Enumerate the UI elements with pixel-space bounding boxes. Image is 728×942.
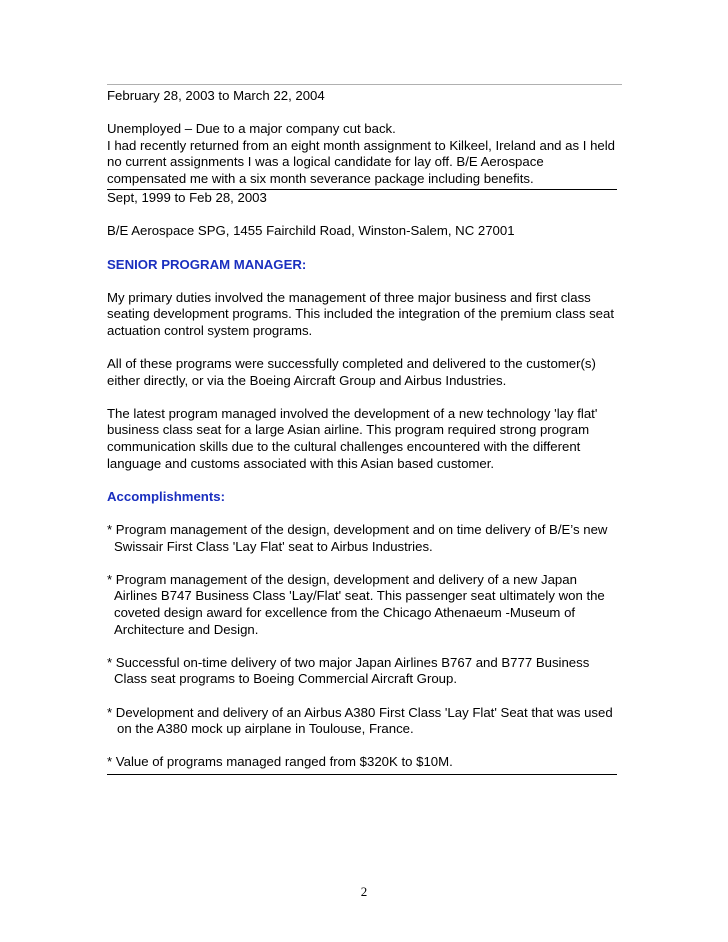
duties-paragraph: [107, 290, 622, 340]
accomplishment-line: * Development and delivery of an Airbus A380 First Class 'Lay Flat' Seat that was used: [107, 704, 613, 720]
paragraph-line: My primary duties involved the management of three major business and first class: [107, 289, 591, 305]
spacer: [107, 738, 622, 755]
spacer: [107, 638, 622, 655]
spacer: [107, 688, 622, 705]
paragraph-line: business class seat for a large Asian airline. This program required strong program: [107, 422, 590, 438]
accomplishment-line: Class seat programs to Boeing Commercial Aircraft Group.: [114, 671, 458, 687]
resume-page-content: [107, 84, 622, 775]
spacer: [107, 389, 622, 406]
latest-program-paragraph: [107, 406, 622, 472]
accomplishment-line: * Successful on-time delivery of two major Japan Airlines B767 and B777 Business: [107, 654, 590, 670]
accomplishment-line: Architecture and Design.: [114, 621, 259, 637]
accomplishment-line: on the A380 mock up airplane in Toulouse, France.: [117, 721, 414, 737]
gap-line: no current assignments I was a logical candidate for lay off. B/E Aerospace: [107, 154, 544, 170]
paragraph-line: actuation control system programs.: [107, 322, 313, 338]
accomplishment-line: * Value of programs managed ranged from $320K to $10M.: [107, 754, 453, 770]
accomplishment-item: [107, 705, 622, 738]
paragraph-line: language and customs associated with this Asian based customer.: [107, 455, 495, 471]
spacer: [107, 207, 622, 224]
accomplishment-item: [107, 572, 622, 638]
accomplishment-item: [107, 522, 622, 555]
accomplishments-heading: Accomplishments:: [107, 488, 225, 504]
accomplishment-line: * Program management of the design, development and on time delivery of B/E’s new: [107, 522, 608, 538]
paragraph-line: seating development programs. This included the integration of the premium class seat: [107, 306, 615, 322]
accomplishment-line: Swissair First Class 'Lay Flat' seat to Airbus Industries.: [114, 538, 433, 554]
gap-line: Unemployed – Due to a major company cut back.: [107, 121, 396, 137]
gap-dates: February 28, 2003 to March 22, 2004: [107, 88, 325, 103]
gap-line: compensated me with a six month severance package including benefits.: [107, 170, 534, 186]
accomplishment-item: [107, 655, 622, 688]
spacer: [107, 555, 622, 572]
paragraph-line: either directly, or via the Boeing Aircraft Group and Airbus Industries.: [107, 372, 507, 388]
paragraph-line: All of these programs were successfully completed and delivered to the customer(s): [107, 356, 596, 372]
page-number: 2: [360, 884, 368, 899]
job-dates: Sept, 1999 to Feb 28, 2003: [107, 190, 267, 206]
gap-line: I had recently returned from an eight month assignment to Kilkeel, Ireland and as I held: [107, 137, 616, 153]
spacer: [107, 340, 622, 357]
accomplishment-line: * Program management of the design, development and delivery of a new Japan: [107, 571, 577, 587]
job-title: SENIOR PROGRAM MANAGER:: [107, 256, 307, 272]
paragraph-line: The latest program managed involved the development of a new technology 'lay flat': [107, 405, 598, 421]
spacer: [107, 105, 622, 122]
spacer: [107, 472, 622, 489]
accomplishment-line: Airlines B747 Business Class 'Lay/Flat' seat. This passenger seat ultimately won the: [114, 588, 605, 604]
spacer: [107, 240, 622, 257]
accomplishment-line: coveted design award for excellence from the Chicago Athenaeum -Museum of: [114, 605, 576, 620]
spacer: [107, 505, 622, 522]
job-employer: B/E Aerospace SPG, 1455 Fairchild Road, Winston-Salem, NC 27001: [107, 223, 515, 239]
top-divider: [107, 84, 622, 85]
spacer: [107, 273, 622, 290]
delivery-paragraph: [107, 356, 622, 389]
paragraph-line: communication skills due to the cultural challenges encountered with the different: [107, 439, 581, 455]
